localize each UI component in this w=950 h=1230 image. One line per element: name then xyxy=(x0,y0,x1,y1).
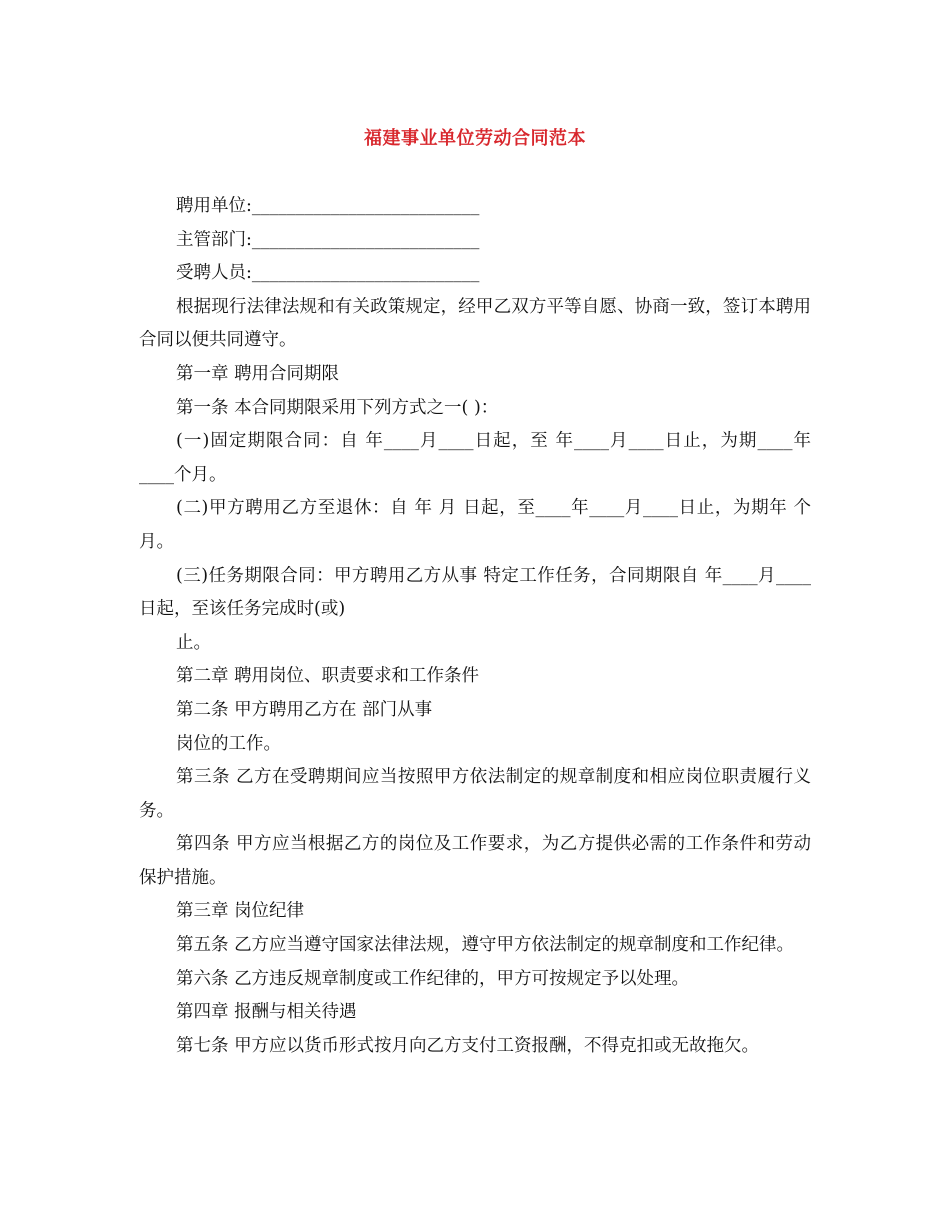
document-body xyxy=(139,190,811,1063)
article-1-option-3: (三)任务期限合同：甲方聘用乙方从事 特定工作任务，合同期限自 年____月____日起，至该任务完成时(或) xyxy=(139,565,811,620)
article-4: 第四条 甲方应当根据乙方的岗位及工作要求，为乙方提供必需的工作条件和劳动保护措施。 xyxy=(139,834,811,888)
chapter-4-heading: 第四章 报酬与相关待遇 xyxy=(176,1002,357,1023)
chapter-2-heading: 第二章 聘用岗位、职责要求和工作条件 xyxy=(176,666,480,687)
article-2: 第二条 甲方聘用乙方在 部门从事 xyxy=(176,699,433,720)
employee-field: 受聘人员:__________________________ xyxy=(176,263,480,284)
article-2-continued: 岗位的工作。 xyxy=(176,733,281,754)
chapter-3-heading: 第三章 岗位纪律 xyxy=(176,901,305,922)
article-7: 第七条 甲方应以货币形式按月向乙方支付工资报酬，不得克扣或无故拖欠。 xyxy=(176,1035,760,1056)
employer-field: 聘用单位:__________________________ xyxy=(176,196,480,216)
article-1-option-1: (一)固定期限合同：自 年____月____日起，至 年____月____日止，为期____年____个月。 xyxy=(139,431,811,485)
article-6: 第六条 乙方违反规章制度或工作纪律的，甲方可按规定予以处理。 xyxy=(176,968,690,989)
article-1-option-2: (二)甲方聘用乙方至退休：自 年 月 日起，至____年____月____日止，为期年 个月。 xyxy=(139,498,811,552)
document-title: 福建事业单位劳动合同范本 xyxy=(364,128,586,149)
article-1-option-3-end: 止。 xyxy=(176,632,211,653)
preamble-paragraph: 根据现行法律法规和有关政策规定，经甲乙双方平等自愿、协商一致，签订本聘用合同以便共同遵守。 xyxy=(139,296,811,351)
article-3: 第三条 乙方在受聘期间应当按照甲方依法制定的规章制度和相应岗位职责履行义务。 xyxy=(139,767,811,821)
article-5: 第五条 乙方应当遵守国家法律法规，遵守甲方依法制定的规章制度和工作纪律。 xyxy=(176,935,795,956)
article-1: 第一条 本合同期限采用下列方式之一( )： xyxy=(176,397,499,418)
chapter-1-heading: 第一章 聘用合同期限 xyxy=(176,363,340,384)
supervising-department-field: 主管部门:__________________________ xyxy=(176,229,480,250)
